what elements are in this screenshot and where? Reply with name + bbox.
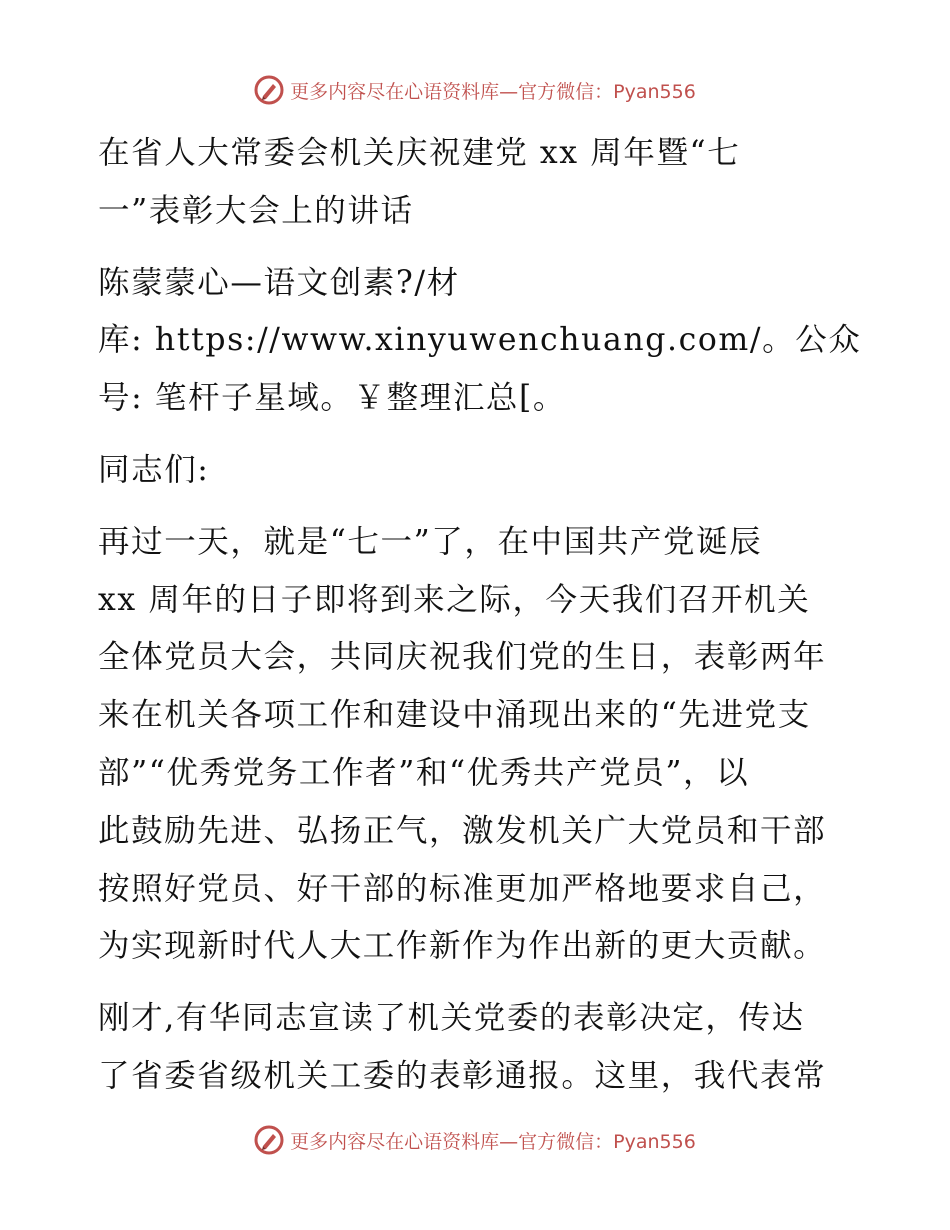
footer-banner xyxy=(0,1120,950,1160)
banner-handle: Pyan556 xyxy=(613,80,696,103)
document-body xyxy=(98,125,862,1106)
paragraph2-line-2: 了省委省级机关工委的表彰通报。这里，我代表常 xyxy=(98,1057,827,1094)
paragraph1-line-7: 按照好党员、好干部的标准更加严格地要求自己， xyxy=(98,870,827,907)
header-banner xyxy=(0,70,950,110)
source-line-2: 库: https://www.xinyuwenchuang.com/。公众 xyxy=(98,322,862,359)
salutation: 同志们: xyxy=(98,451,210,488)
paragraph1-line-5: 部”“优秀党务工作者”和“优秀共产党员”，以 xyxy=(98,754,750,791)
banner-slogan: 更多内容尽在心语资料库—官方微信： xyxy=(290,1130,614,1153)
header-banner-text xyxy=(290,77,696,104)
paragraph1-line-8: 为实现新时代人大工作新作为作出新的更大贡献。 xyxy=(98,928,827,965)
paragraph1-line-4: 来在机关各项工作和建设中涌现出来的“先进党支 xyxy=(98,697,811,734)
pen-logo-icon xyxy=(254,1125,284,1155)
banner-slogan: 更多内容尽在心语资料库—官方微信： xyxy=(290,80,614,103)
source-line-1: 陈蒙蒙心—语文创素?/材 xyxy=(98,264,460,301)
source-line-3: 号: 笔杆子星域。￥整理汇总[。 xyxy=(98,380,567,417)
paragraph1-line-2: xx 周年的日子即将到来之际，今天我们召开机关 xyxy=(98,581,811,618)
paragraph1-line-3: 全体党员大会，共同庆祝我们党的生日，表彰两年 xyxy=(98,639,827,676)
banner-handle: Pyan556 xyxy=(613,1130,696,1153)
paragraph1-line-1: 再过一天，就是“七一”了，在中国共产党诞辰 xyxy=(98,523,763,560)
title-line-1: 在省人大常委会机关庆祝建党 xx 周年暨“七 xyxy=(98,135,741,171)
title-line-2: 一”表彰大会上的讲话 xyxy=(98,192,414,229)
paragraph1-line-6: 此鼓励先进、弘扬正气，激发机关广大党员和干部 xyxy=(98,812,827,849)
pen-logo-icon xyxy=(254,75,284,105)
paragraph2-line-1: 刚才,有华同志宣读了机关党委的表彰决定，传达 xyxy=(98,1000,805,1037)
footer-banner-text xyxy=(290,1127,696,1154)
